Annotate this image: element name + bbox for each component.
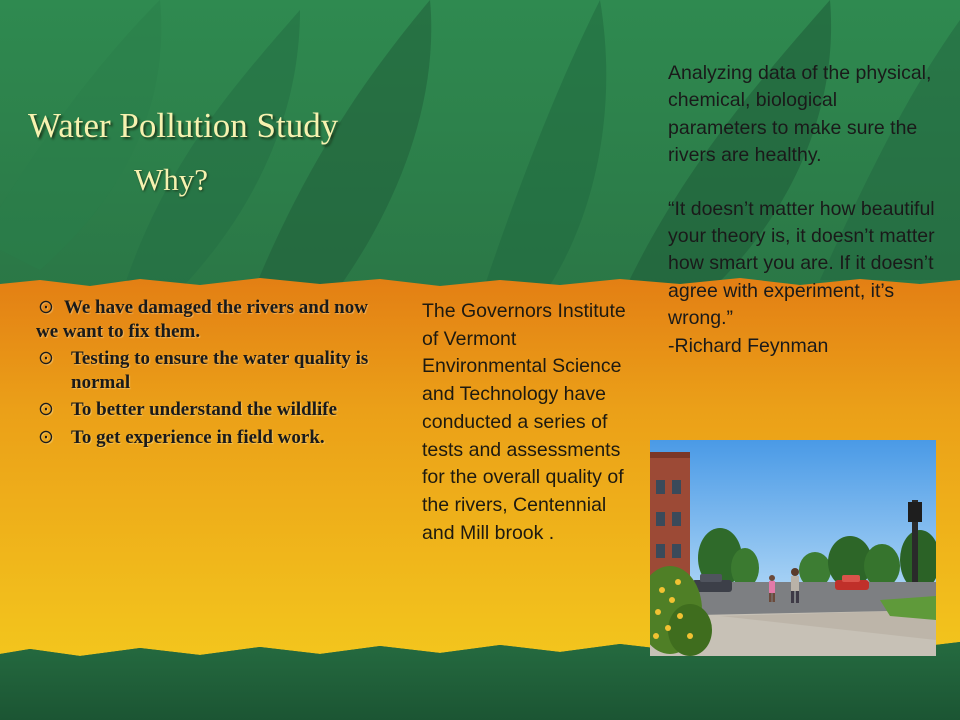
- bullet-item: [36, 426, 376, 450]
- bullet-marker-icon: ⊙: [38, 348, 54, 369]
- bullet-item: [36, 398, 376, 422]
- bullet-marker-icon: ⊙: [38, 399, 54, 420]
- bullet-item: [36, 347, 376, 394]
- field-photo-illustration: [650, 440, 936, 656]
- bullet-text: To better understand the wildlife: [71, 399, 338, 420]
- bullet-list: [36, 296, 376, 453]
- bullet-text: To get experience in field work.: [71, 426, 325, 448]
- slide-title: Water Pollution Study: [28, 106, 339, 145]
- slide-subtitle: Why?: [134, 162, 209, 197]
- bullet-marker-icon: ⊙: [38, 297, 54, 318]
- bullet-text: Testing to ensure the water quality is normal: [71, 348, 369, 393]
- analysis-paragraph: Analyzing data of the physical, chemical, biological parameters to make sure the rivers are healthy.: [668, 62, 932, 167]
- bullet-item: [36, 296, 376, 343]
- feynman-quote: “It doesn’t matter how beautiful your theory is, it doesn’t matter how smart you are. If it doesn’t agree with experiment, it’s wrong.”: [668, 197, 935, 330]
- right-text-block: [668, 60, 940, 360]
- bullet-text: We have damaged the rivers and now we want to fix them.: [36, 297, 368, 342]
- field-photo: [650, 440, 936, 656]
- institute-description: The Governors Institute of Vermont Environmental Science and Technology have conducted a series of tests and assessments for the overall quality of the rivers, Centennial and Mill brook .: [422, 300, 626, 544]
- bullet-marker-icon: ⊙: [38, 426, 54, 448]
- quote-attribution: -Richard Feynman: [668, 334, 829, 357]
